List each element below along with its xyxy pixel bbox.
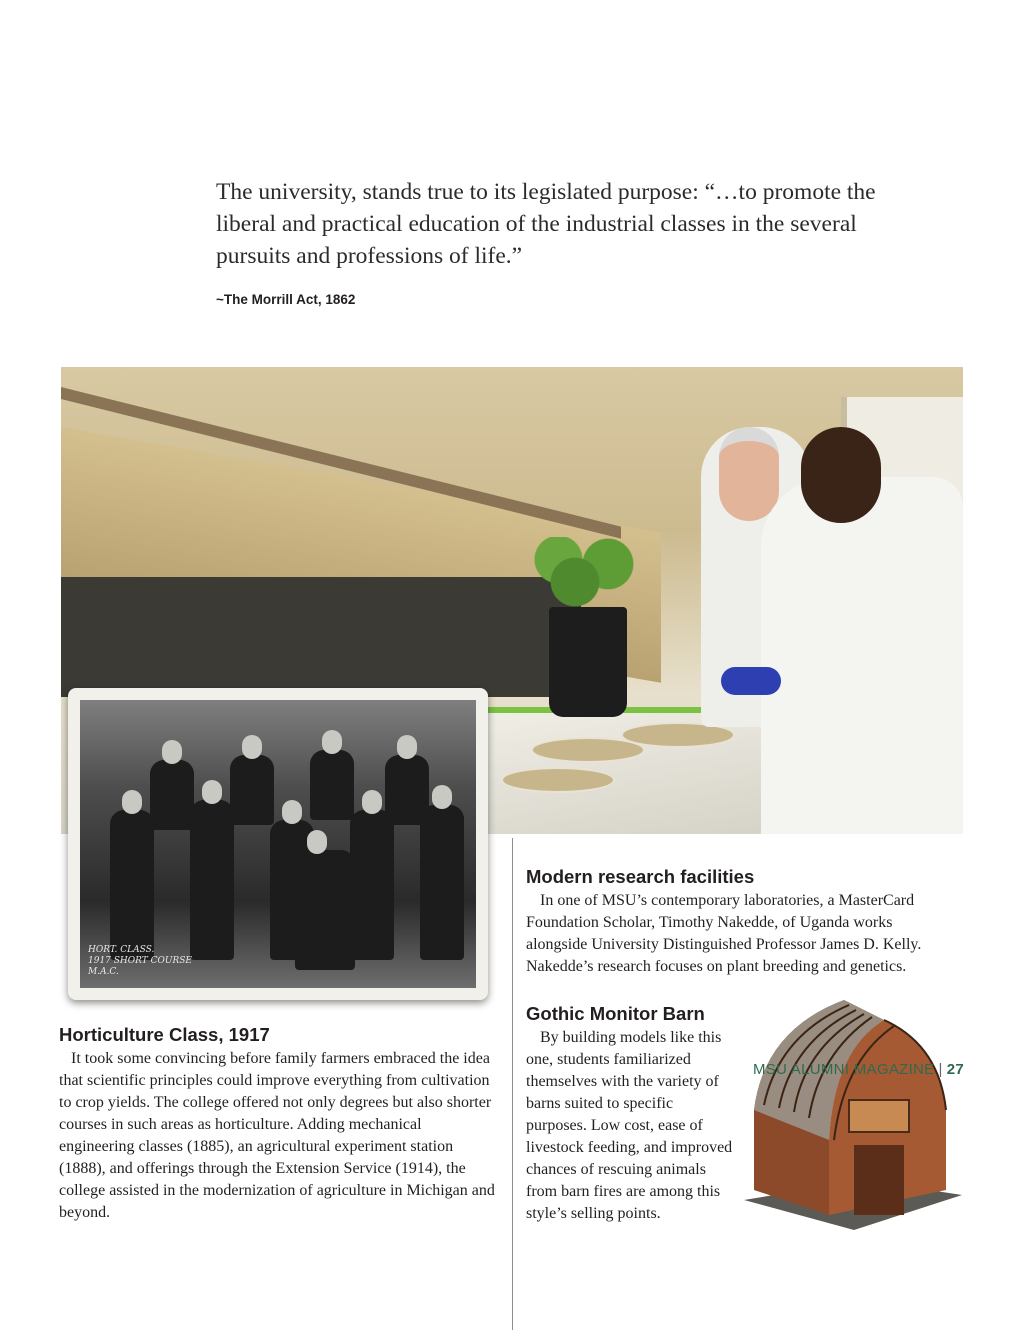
barn-body: By building models like this one, students familiarized themselves with the variety of barns suited to specific purposes. Low cost, ease of livestock feeding, and improved chances of rescuing animals from barn fires are among this style’s selling points.: [526, 1029, 733, 1222]
student-figure: [385, 755, 429, 825]
professor-head: [719, 427, 779, 521]
barn-model-image: [734, 990, 964, 1230]
plant-pot: [549, 607, 627, 717]
footer-separator: |: [938, 1061, 943, 1078]
magazine-name: MSU ALUMNI MAGAZINE: [752, 1061, 935, 1078]
student-figure: [350, 810, 394, 960]
student-figure: [761, 477, 963, 834]
student-head: [801, 427, 881, 523]
gloved-hand: [721, 667, 781, 695]
student-figure: [190, 800, 234, 960]
horticulture-heading: Horticulture Class, 1917: [59, 1024, 270, 1045]
student-figure: [420, 805, 464, 960]
handwritten-caption: HORT. CLASS. 1917 SHORT COURSE M.A.C.: [88, 945, 193, 977]
student-figure: [150, 760, 194, 830]
research-heading: Modern research facilities: [526, 866, 755, 887]
student-figure: [230, 755, 274, 825]
column-divider: [512, 838, 513, 1330]
lab-under-cabinet: [61, 577, 581, 697]
page-footer: [753, 1061, 964, 1078]
student-figure: [295, 850, 355, 970]
student-figure: [310, 750, 354, 820]
page-number: 27: [946, 1061, 964, 1078]
student-figure: [110, 810, 154, 960]
horticulture-body: It took some convincing before family farmers embraced the idea that scientific principles could improve everything from cultivation to crop yields. The college offered not only degrees but also shorter courses in such areas as horticulture. Adding mechanical engineering classes (1885), an agricultural experiment station (1888), and offerings through the Extension Service (1914), the college assisted in the modernization of agriculture in Michigan and beyond.: [59, 1050, 495, 1221]
historic-photo-scene: [80, 700, 476, 988]
historic-class-photo: [68, 688, 488, 1000]
petri-dish: [501, 767, 615, 793]
research-body: In one of MSU’s contemporary laboratories, a MasterCard Foundation Scholar, Timothy Nakedde, of Uganda works alongside University Distinguished Professor James D. Kelly. Nakedde’s research focuses on plant breeding and genetics.: [526, 892, 922, 975]
pull-quote: The university, stands true to its legislated purpose: “…to promote the liberal and practical education of the industrial classes in the several pursuits and professions of life.”: [216, 179, 876, 269]
barn-heading: Gothic Monitor Barn: [526, 1003, 705, 1024]
quote-attribution: ~The Morrill Act, 1862: [216, 292, 356, 307]
